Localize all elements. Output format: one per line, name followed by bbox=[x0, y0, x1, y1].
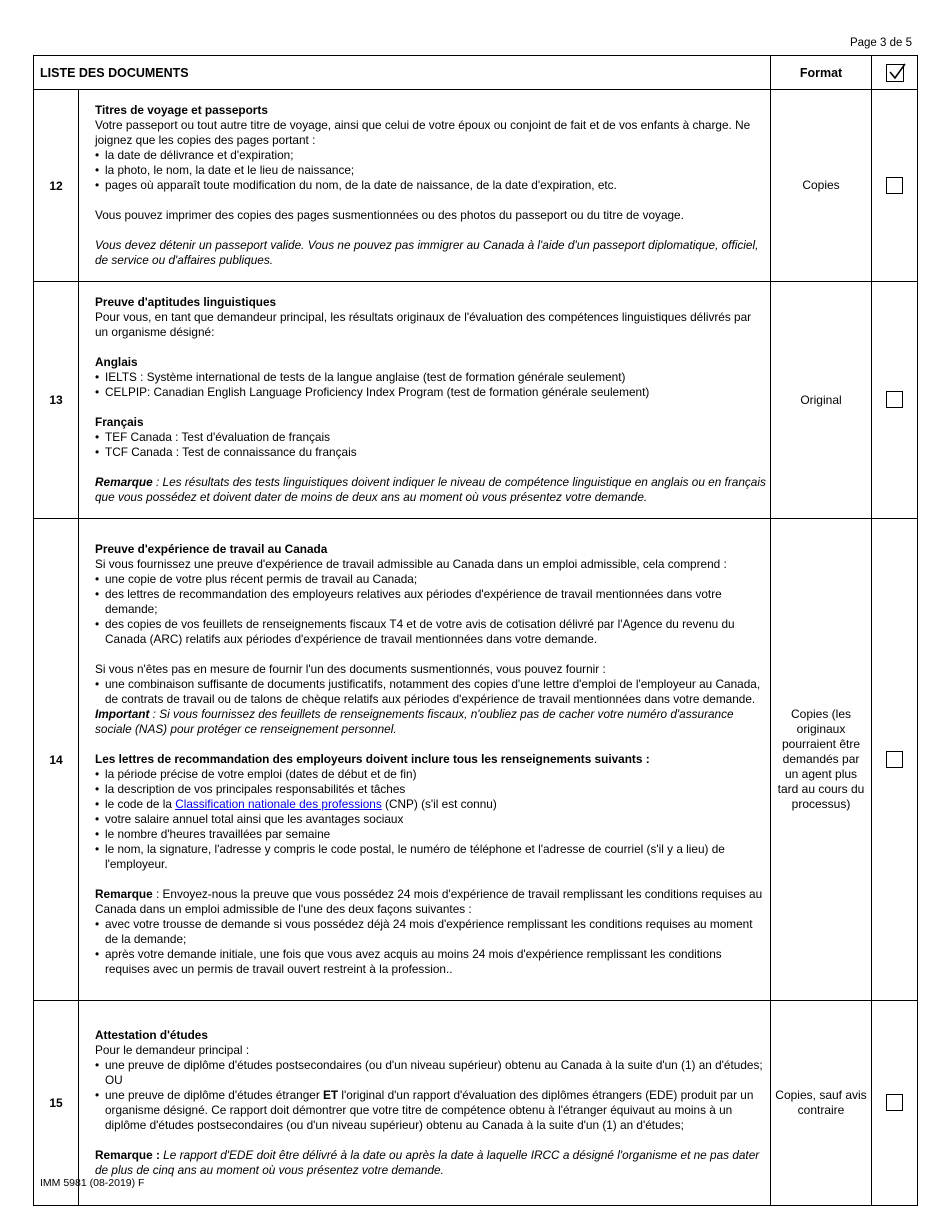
row-intro: Pour le demandeur principal : bbox=[95, 1042, 250, 1057]
list-item: • votre salaire annuel total ainsi que les avantages sociaux bbox=[95, 812, 766, 827]
table-header bbox=[34, 56, 918, 90]
row-content-work-experience bbox=[79, 519, 771, 1001]
row-format: Copies (les originaux pourraient être demandés par un agent plus tard au cours du processus) bbox=[771, 519, 872, 1001]
bullet-list bbox=[95, 572, 766, 647]
checked-box-icon bbox=[886, 64, 904, 82]
list-item: • avec votre trousse de demande si vous possédez déjà 24 mois d'expérience remplissant les conditions requises au moment de la demande; bbox=[95, 917, 766, 947]
row-number: 12 bbox=[34, 90, 79, 282]
list-item: • la date de délivrance et d'expiration; bbox=[95, 148, 766, 163]
row-number: 14 bbox=[34, 519, 79, 1001]
document-checklist-table bbox=[33, 55, 918, 1206]
row-checkbox[interactable] bbox=[886, 751, 903, 768]
bullet-list bbox=[95, 370, 766, 400]
important-label: Important bbox=[95, 706, 150, 721]
row-paragraph: Vous pouvez imprimer des copies des pages susmentionnées ou des photos du passeport ou du titre de voyage. bbox=[95, 207, 684, 222]
note-text: Le rapport d'EDE doit être délivré à la date ou après la date à laquelle IRCC a désigné l'organisme et ne pas dater de plus de cinq ans au moment où vous présentez votre demande. bbox=[95, 1147, 760, 1177]
list-item: • après votre demande initiale, une fois que vous avez acquis au moins 24 mois d'expérience remplissant les conditions requises avec un permis de travail ouvert restreint à la profession.. bbox=[95, 947, 766, 977]
list-item bbox=[95, 1088, 766, 1133]
remark-text: : Envoyez-nous la preuve que vous possédez 24 mois d'expérience de travail remplissant les conditions requises au Canada dans un emploi admissible de l'une des deux façons suivantes : bbox=[95, 886, 763, 916]
list-item: • le nombre d'heures travaillées par semaine bbox=[95, 827, 766, 842]
form-code-footer: IMM 5981 (08-2019) F bbox=[40, 1177, 145, 1189]
list-item: • TEF Canada : Test d'évaluation de français bbox=[95, 430, 766, 445]
row-checkbox[interactable] bbox=[886, 177, 903, 194]
table-row bbox=[34, 90, 918, 282]
bullet-text: une preuve de diplôme d'études étranger bbox=[105, 1087, 324, 1102]
remark bbox=[95, 887, 766, 917]
row-format: Copies, sauf avis contraire bbox=[771, 1001, 872, 1206]
list-item: • IELTS : Système international de tests de la langue anglaise (test de formation générale seulement) bbox=[95, 370, 766, 385]
row-checkbox[interactable] bbox=[886, 1094, 903, 1111]
row-intro: Pour vous, en tant que demandeur principal, les résultats originaux de l'évaluation des compétences linguistiques délivrés par un organisme désigné: bbox=[95, 309, 752, 339]
bullet-list bbox=[95, 677, 766, 707]
cnp-suffix: (CNP) (s'il est connu) bbox=[381, 796, 497, 811]
list-item-cnp bbox=[95, 797, 766, 812]
list-item: • une preuve de diplôme d'études postsecondaires (ou d'un niveau supérieur) obtenu au Canada à la suite d'un (1) an d'études; OU bbox=[95, 1058, 766, 1088]
row-note: Vous devez détenir un passeport valide. Vous ne pouvez pas immigrer au Canada à l'aide d'un passeport diplomatique, officiel, de service ou d'affaires publiques. bbox=[95, 237, 759, 267]
cnp-link[interactable]: Classification nationale des professions bbox=[175, 796, 382, 811]
bullet-list bbox=[95, 148, 766, 193]
french-heading: Français bbox=[95, 414, 144, 429]
list-item: • le nom, la signature, l'adresse y compris le code postal, le numéro de téléphone et l'adresse de courriel (s'il y a lieu) de l'employeur. bbox=[95, 842, 766, 872]
cnp-prefix: le code de la bbox=[105, 796, 176, 811]
bullet-list bbox=[95, 917, 766, 977]
row-intro: Votre passeport ou tout autre titre de voyage, ainsi que celui de votre époux ou conjoint de fait et de vos enfants à charge. Ne joignez que les copies des pages portant : bbox=[95, 117, 751, 147]
english-heading: Anglais bbox=[95, 354, 138, 369]
row-note bbox=[95, 1148, 766, 1178]
row-title: Preuve d'expérience de travail au Canada bbox=[95, 541, 328, 556]
row-paragraph: Si vous n'êtes pas en mesure de fournir l'un des documents susmentionnés, vous pouvez fournir : bbox=[95, 661, 606, 676]
row-number: 13 bbox=[34, 282, 79, 519]
table-row bbox=[34, 282, 918, 519]
et-emphasis: ET bbox=[323, 1087, 339, 1102]
list-item: • TCF Canada : Test de connaissance du français bbox=[95, 445, 766, 460]
list-item: • la photo, le nom, la date et le lieu de naissance; bbox=[95, 163, 766, 178]
list-item: • une copie de votre plus récent permis de travail au Canada; bbox=[95, 572, 766, 587]
list-item: • CELPIP: Canadian English Language Proficiency Index Program (test de formation générale seulement) bbox=[95, 385, 766, 400]
table-row bbox=[34, 519, 918, 1001]
bullet-list bbox=[95, 430, 766, 460]
row-number: 15 bbox=[34, 1001, 79, 1206]
bullet-text: l'original d'un rapport d'évaluation des diplômes étrangers (EDE) produit par un organisme désigné. Ce rapport doit démontrer que votre titre de compétence obtenu à l'étranger équivaut au moins à un diplôme d'études postsecondaires (ou d'un niveau supérieur) obtenu au Canada à la suite d'un (1) an d'études; bbox=[105, 1087, 754, 1132]
list-item: • des lettres de recommandation des employeurs relatives aux périodes d'expérience de travail mentionnées dans votre demande; bbox=[95, 587, 766, 617]
important-text: : Si vous fournissez des feuillets de renseignements fiscaux, n'oubliez pas de cacher votre numéro d'assurance sociale (NAS) pour protéger ce renseignement personnel. bbox=[95, 706, 734, 736]
list-item: • une combinaison suffisante de documents justificatifs, notamment des copies d'une lettre d'emploi de l'employeur au Canada, de contrats de travail ou de talons de chèque relatifs aux périodes d'expérience de travail mentionnées dans votre demande. bbox=[95, 677, 766, 707]
row-title: Preuve d'aptitudes linguistiques bbox=[95, 294, 277, 309]
remark-label: Remarque bbox=[95, 886, 153, 901]
header-check-column bbox=[872, 56, 918, 90]
bullet-list bbox=[95, 767, 766, 872]
header-list-documents: LISTE DES DOCUMENTS bbox=[34, 56, 771, 90]
row-title: Titres de voyage et passeports bbox=[95, 102, 268, 117]
list-item: • pages où apparaît toute modification du nom, de la date de naissance, de la date d'expiration, etc. bbox=[95, 178, 766, 193]
list-item: • la description de vos principales responsabilités et tâches bbox=[95, 782, 766, 797]
bullet-list bbox=[95, 1058, 766, 1133]
note-label: Remarque bbox=[95, 474, 153, 489]
list-item: • la période précise de votre emploi (dates de début et de fin) bbox=[95, 767, 766, 782]
row-format: Copies bbox=[771, 90, 872, 282]
row-intro: Si vous fournissez une preuve d'expérience de travail admissible au Canada dans un emploi admissible, cela comprend : bbox=[95, 556, 727, 571]
table-row bbox=[34, 1001, 918, 1206]
header-format: Format bbox=[771, 56, 872, 90]
row-note bbox=[95, 475, 766, 505]
note-text: : Les résultats des tests linguistiques doivent indiquer le niveau de compétence linguistique en anglais ou en français que vous possédez et doivent dater de moins de deux ans au moment où vous présentez votre demande. bbox=[95, 474, 766, 504]
row-format: Original bbox=[771, 282, 872, 519]
note-label: Remarque : bbox=[95, 1147, 160, 1162]
row-content-passports bbox=[79, 90, 771, 282]
list-item: • des copies de vos feuillets de renseignements fiscaux T4 et de votre avis de cotisation délivré par l'Agence du revenu du Canada (ARC) relatifs aux périodes d'expérience de travail mentionnées dans votre demande. bbox=[95, 617, 766, 647]
row-title: Attestation d'études bbox=[95, 1027, 208, 1042]
row-content-language bbox=[79, 282, 771, 519]
row-checkbox[interactable] bbox=[886, 391, 903, 408]
row-content-education bbox=[79, 1001, 771, 1206]
page-number: Page 3 de 5 bbox=[849, 37, 912, 49]
important-note bbox=[95, 707, 766, 737]
letters-heading: Les lettres de recommandation des employeurs doivent inclure tous les renseignements suivants : bbox=[95, 751, 650, 766]
